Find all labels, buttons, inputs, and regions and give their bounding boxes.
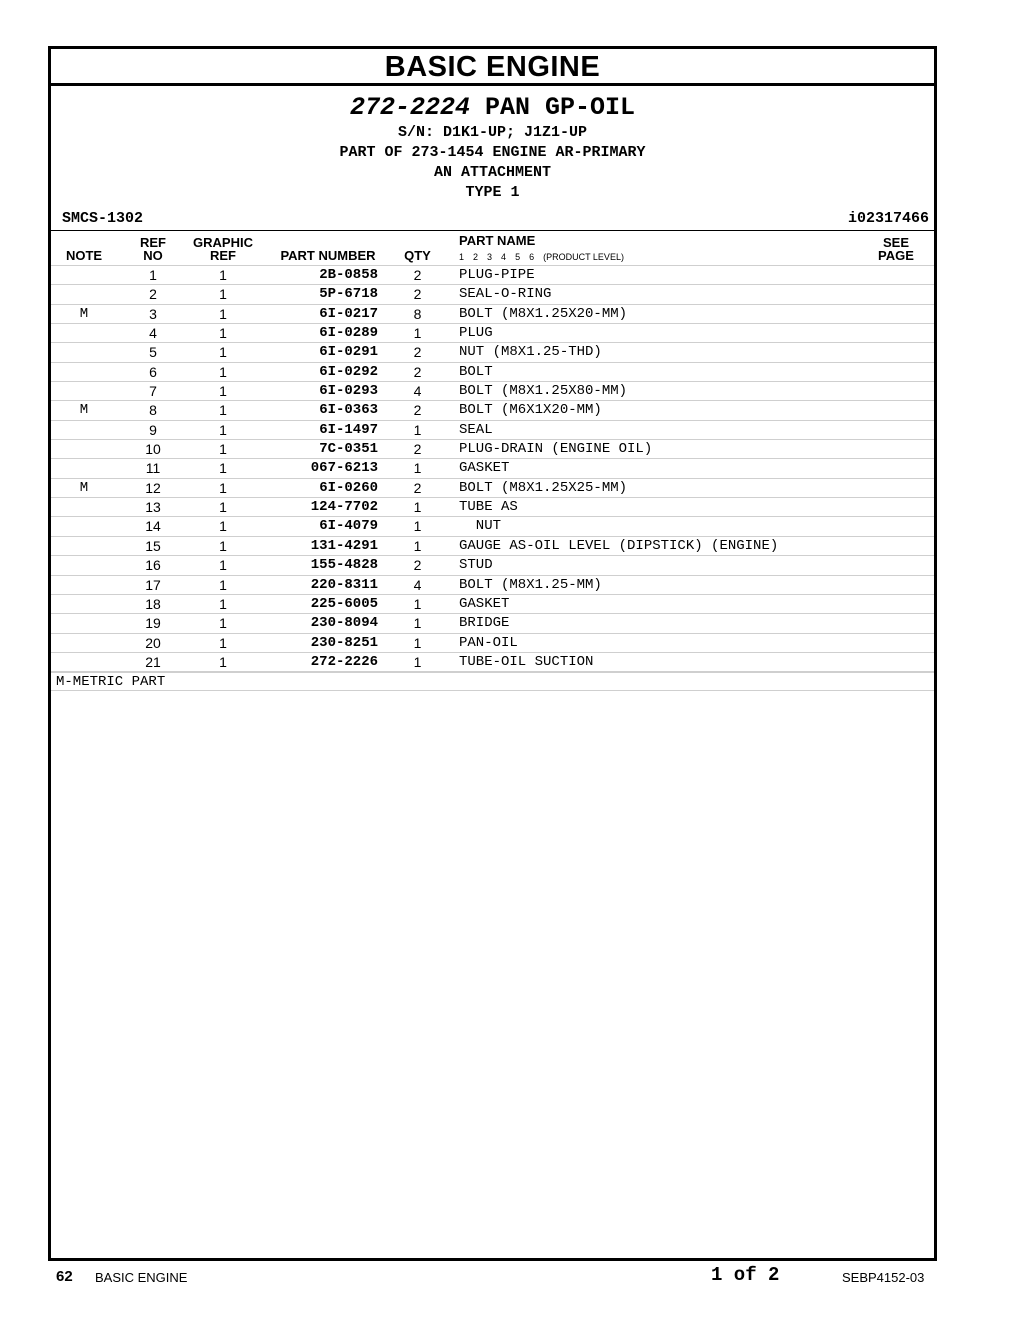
ref-number: 1 [149, 267, 157, 283]
table-row [51, 652, 934, 672]
ref-number: 13 [145, 499, 161, 516]
group-part-title: PAN GP-OIL [485, 93, 636, 122]
col-note: NOTE [65, 248, 103, 263]
section-banner: BASIC ENGINE [51, 49, 934, 86]
graphic-ref: 1 [219, 344, 227, 361]
graphic-ref: 1 [219, 479, 227, 496]
quantity: 2 [413, 286, 422, 303]
illustration-id: i02317466 [847, 210, 929, 227]
part-name: STUD [459, 557, 493, 574]
graphic-ref: 1 [219, 363, 227, 380]
type-line: TYPE 1 [465, 184, 520, 201]
table-row [51, 362, 934, 381]
ref-number: 3 [149, 305, 157, 322]
col-qty: QTY [404, 248, 431, 263]
graphic-ref: 1 [219, 595, 227, 612]
ref-number: 2 [149, 286, 157, 303]
level-5: 5 [515, 252, 521, 262]
table-row [51, 304, 934, 323]
quantity: 2 [413, 557, 422, 574]
part-name: PLUG [459, 325, 493, 342]
quantity: 1 [413, 421, 422, 438]
quantity: 4 [413, 576, 422, 593]
table-row [51, 594, 934, 613]
part-name: SEAL [459, 421, 493, 438]
table-row [51, 613, 934, 632]
quantity: 1 [413, 325, 422, 342]
ref-number: 16 [145, 557, 161, 574]
graphic-ref: 1 [219, 325, 227, 342]
graphic-ref: 1 [219, 460, 227, 477]
graphic-ref: 1 [219, 383, 227, 400]
col-part-name: PART NAME [459, 233, 536, 248]
table-row [51, 381, 934, 400]
note-cell: M [79, 402, 89, 419]
graphic-ref: 1 [219, 267, 227, 283]
part-number: 6I-0363 [319, 402, 378, 419]
part-name: GASKET [459, 460, 510, 477]
ref-number: 11 [145, 460, 161, 477]
ref-number: 12 [145, 479, 161, 496]
part-name: GAUGE AS-OIL LEVEL (DIPSTICK) (ENGINE) [459, 537, 779, 554]
table-row [51, 478, 934, 497]
ref-number: 10 [145, 441, 161, 458]
part-of-line: PART OF 273-1454 ENGINE AR-PRIMARY [339, 144, 646, 161]
ref-number: 9 [149, 421, 157, 438]
attachment-line: AN ATTACHMENT [433, 164, 552, 181]
part-number: 6I-0291 [319, 344, 378, 361]
part-number: 6I-1497 [319, 421, 378, 438]
table-row [51, 497, 934, 516]
graphic-ref: 1 [219, 286, 227, 303]
metric-footnote [51, 672, 934, 691]
part-number: 067-6213 [310, 460, 378, 477]
quantity: 1 [413, 460, 422, 477]
quantity: 1 [413, 634, 422, 651]
table-row [51, 458, 934, 477]
footer-section: BASIC ENGINE [95, 1270, 188, 1285]
col-graphic-top: GRAPHIC [193, 235, 253, 250]
part-name: GASKET [459, 595, 510, 612]
smcs-code: SMCS-1302 [62, 210, 144, 227]
quantity: 1 [413, 653, 422, 670]
ref-number: 6 [149, 363, 157, 380]
col-see-bottom: PAGE [878, 248, 914, 263]
graphic-ref: 1 [219, 615, 227, 632]
part-number: 6I-0260 [319, 479, 378, 496]
level-2: 2 [473, 252, 479, 262]
quantity: 2 [413, 441, 422, 458]
quantity: 2 [413, 363, 422, 380]
ref-number: 14 [145, 518, 161, 535]
col-graphic-ref [188, 236, 258, 262]
quantity: 1 [413, 537, 422, 554]
note-cell: M [79, 305, 89, 322]
document-id: SEBP4152-03 [842, 1270, 925, 1285]
part-name: NUT [459, 518, 502, 535]
ref-number: 18 [145, 595, 161, 612]
quantity: 1 [413, 499, 422, 516]
col-ref-top: REF [140, 235, 166, 250]
part-name: BOLT (M8X1.25-MM) [459, 576, 602, 593]
quantity: 4 [413, 383, 422, 400]
group-part-number: 272-2224 [349, 93, 470, 122]
ref-number: 7 [149, 383, 157, 400]
graphic-ref: 1 [219, 537, 227, 554]
table-row [51, 323, 934, 342]
ref-number: 21 [145, 653, 161, 670]
graphic-ref: 1 [219, 576, 227, 593]
table-row [51, 633, 934, 652]
ref-number: 4 [149, 325, 157, 342]
ref-number: 8 [149, 402, 157, 419]
part-number: 230-8094 [310, 615, 378, 632]
quantity: 2 [413, 402, 422, 419]
table-row [51, 575, 934, 594]
part-number: 225-6005 [310, 595, 378, 612]
parts-table-body [51, 265, 934, 672]
quantity: 1 [413, 518, 422, 535]
part-number: 131-4291 [310, 537, 378, 554]
ref-number: 15 [145, 537, 161, 554]
table-row [51, 439, 934, 458]
part-number: 272-2226 [310, 653, 378, 670]
table-row [51, 265, 934, 284]
level-3: 3 [487, 252, 493, 262]
part-name: BOLT [459, 363, 493, 380]
graphic-ref: 1 [219, 634, 227, 651]
page-number: 62 [56, 1268, 73, 1285]
ref-number: 17 [145, 576, 161, 593]
group-title [51, 93, 934, 122]
quantity: 2 [413, 344, 422, 361]
page-of-indicator: 1 of 2 [711, 1264, 780, 1286]
serial-range: S/N: D1K1-UP; J1Z1-UP [397, 124, 588, 141]
graphic-ref: 1 [219, 557, 227, 574]
part-name: PLUG-PIPE [459, 267, 535, 283]
quantity: 8 [413, 305, 422, 322]
col-ref-bottom: NO [143, 248, 163, 263]
col-ref [133, 236, 173, 262]
part-number: 230-8251 [310, 634, 378, 651]
quantity: 1 [413, 595, 422, 612]
quantity: 2 [413, 267, 422, 283]
level-4: 4 [501, 252, 507, 262]
part-name: PAN-OIL [459, 634, 518, 651]
ref-number: 19 [145, 615, 161, 632]
graphic-ref: 1 [219, 421, 227, 438]
graphic-ref: 1 [219, 402, 227, 419]
part-name: BOLT (M6X1X20-MM) [459, 402, 602, 419]
part-number: 6I-0217 [319, 305, 378, 322]
note-cell: M [79, 479, 89, 496]
quantity: 2 [413, 479, 422, 496]
parts-page-frame [48, 46, 937, 1261]
graphic-ref: 1 [219, 441, 227, 458]
table-row [51, 400, 934, 419]
page-footer [0, 1264, 1020, 1288]
graphic-ref: 1 [219, 518, 227, 535]
product-level-label: (PRODUCT LEVEL) [543, 252, 624, 262]
metric-footnote-text: M-METRIC PART [56, 674, 166, 691]
part-number: 6I-0293 [319, 383, 378, 400]
part-number: 6I-4079 [319, 518, 378, 535]
ref-number: 20 [145, 634, 161, 651]
part-number: 2B-0858 [319, 267, 378, 283]
graphic-ref: 1 [219, 305, 227, 322]
ref-number: 5 [149, 344, 157, 361]
quantity: 1 [413, 615, 422, 632]
table-row [51, 342, 934, 361]
part-name: NUT (M8X1.25-THD) [459, 344, 602, 361]
table-row [51, 420, 934, 439]
table-row [51, 555, 934, 574]
col-graphic-bottom: REF [210, 248, 236, 263]
graphic-ref: 1 [219, 499, 227, 516]
graphic-ref: 1 [219, 653, 227, 670]
group-header [51, 86, 934, 231]
level-1: 1 [459, 252, 465, 262]
part-number: 155-4828 [310, 557, 378, 574]
table-header [51, 231, 934, 265]
part-name: TUBE AS [459, 499, 518, 516]
part-number: 220-8311 [310, 576, 378, 593]
part-number: 124-7702 [310, 499, 378, 516]
table-row [51, 516, 934, 535]
part-name: BOLT (M8X1.25X25-MM) [459, 479, 628, 496]
part-name: BOLT (M8X1.25X80-MM) [459, 383, 628, 400]
col-see-page [866, 236, 926, 262]
col-see-top: SEE [882, 235, 909, 250]
part-name: SEAL-O-RING [459, 286, 552, 303]
table-row [51, 536, 934, 555]
col-part-number: PART NUMBER [280, 248, 376, 263]
product-levels [459, 252, 633, 262]
part-number: 7C-0351 [319, 441, 378, 458]
level-6: 6 [529, 252, 535, 262]
part-name: TUBE-OIL SUCTION [459, 653, 594, 670]
part-number: 6I-0292 [319, 363, 378, 380]
part-number: 5P-6718 [319, 286, 378, 303]
part-name: BRIDGE [459, 615, 510, 632]
part-name: PLUG-DRAIN (ENGINE OIL) [459, 441, 653, 458]
part-name: BOLT (M8X1.25X20-MM) [459, 305, 628, 322]
part-number: 6I-0289 [319, 325, 378, 342]
table-row [51, 284, 934, 303]
